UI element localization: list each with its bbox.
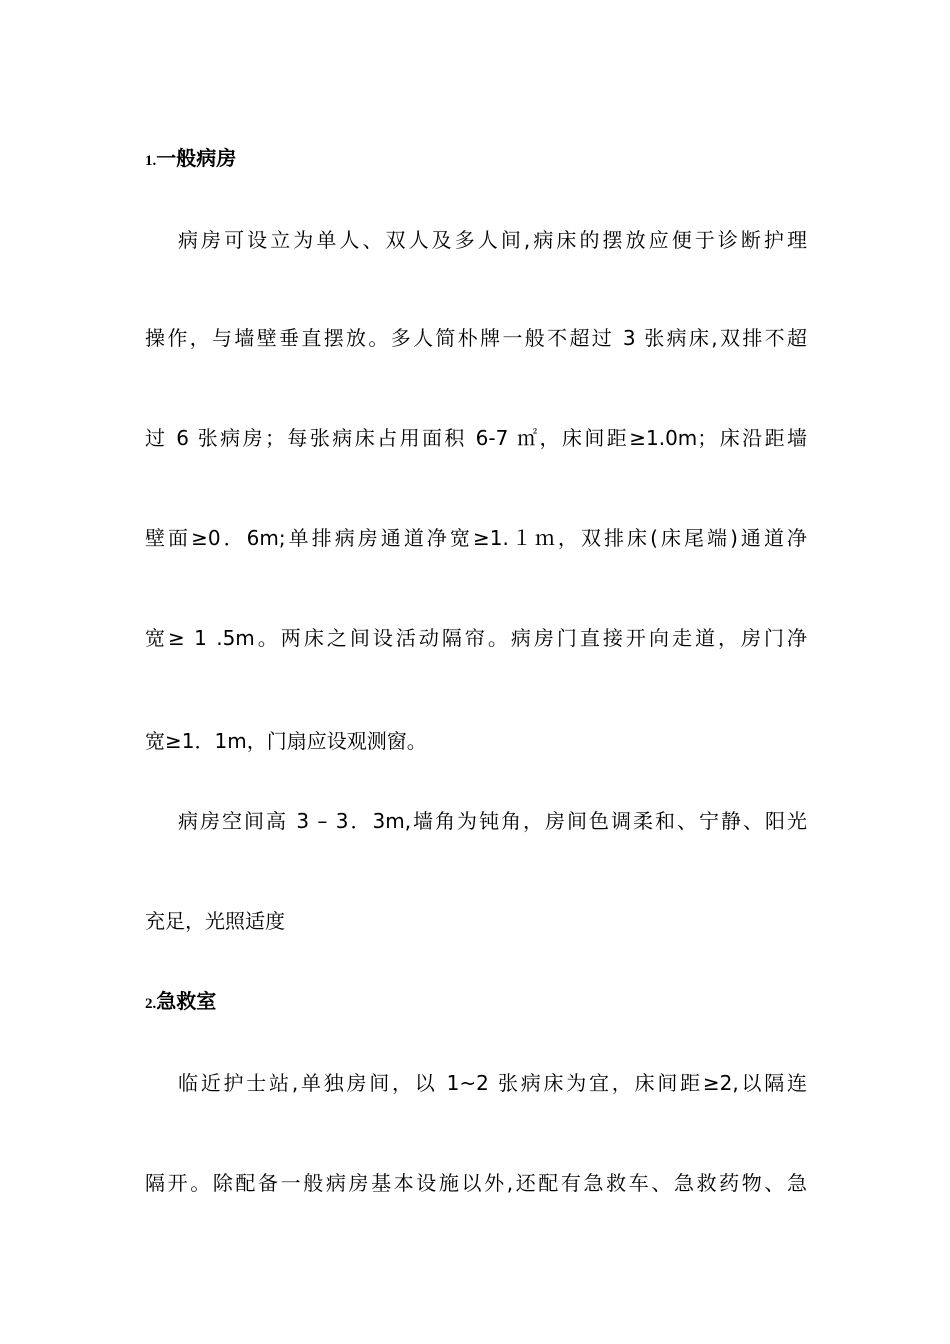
section-number: 1. (145, 153, 157, 169)
section-number: 2. (145, 996, 157, 1012)
paragraph-line: 临近护士站,单独房间，以 1~2 张病床为宜，床间距≥2,以隔连 (178, 1071, 807, 1095)
paragraph-line: 壁面≥0．6m;单排病房通道净宽≥1.１ｍ，双排床(床尾端)通道净 (145, 526, 807, 550)
paragraph-line: 过 6 张病房；每张病床占用面积 6-7 ㎡，床间距≥1.0m；床沿距墙 (145, 426, 807, 450)
paragraph-line: 充足，光照适度 (145, 909, 285, 933)
paragraph-line: 宽≥ 1 .5m。两床之间设活动隔帘。病房门直接开向走道，房门净 (145, 626, 807, 650)
paragraph-line: 隔开。除配备一般病房基本设施以外,还配有急救车、急救药物、急 (145, 1171, 807, 1195)
section-heading (145, 144, 236, 175)
section-heading (145, 987, 216, 1018)
paragraph-line: 操作，与墙壁垂直摆放。多人简朴牌一般不超过 3 张病床,双排不超 (145, 326, 807, 350)
section-title: 急救室 (156, 989, 217, 1013)
paragraph-line: 病房空间高 3 – 3．3m,墙角为钝角，房间色调柔和、宁静、阳光 (178, 809, 807, 833)
paragraph-line: 病房可设立为单人、双人及多人间,病床的摆放应便于诊断护理 (178, 228, 807, 252)
section-title: 一般病房 (156, 146, 237, 170)
paragraph-line: 宽≥1．1m，门扇应设观测窗。 (145, 729, 427, 753)
